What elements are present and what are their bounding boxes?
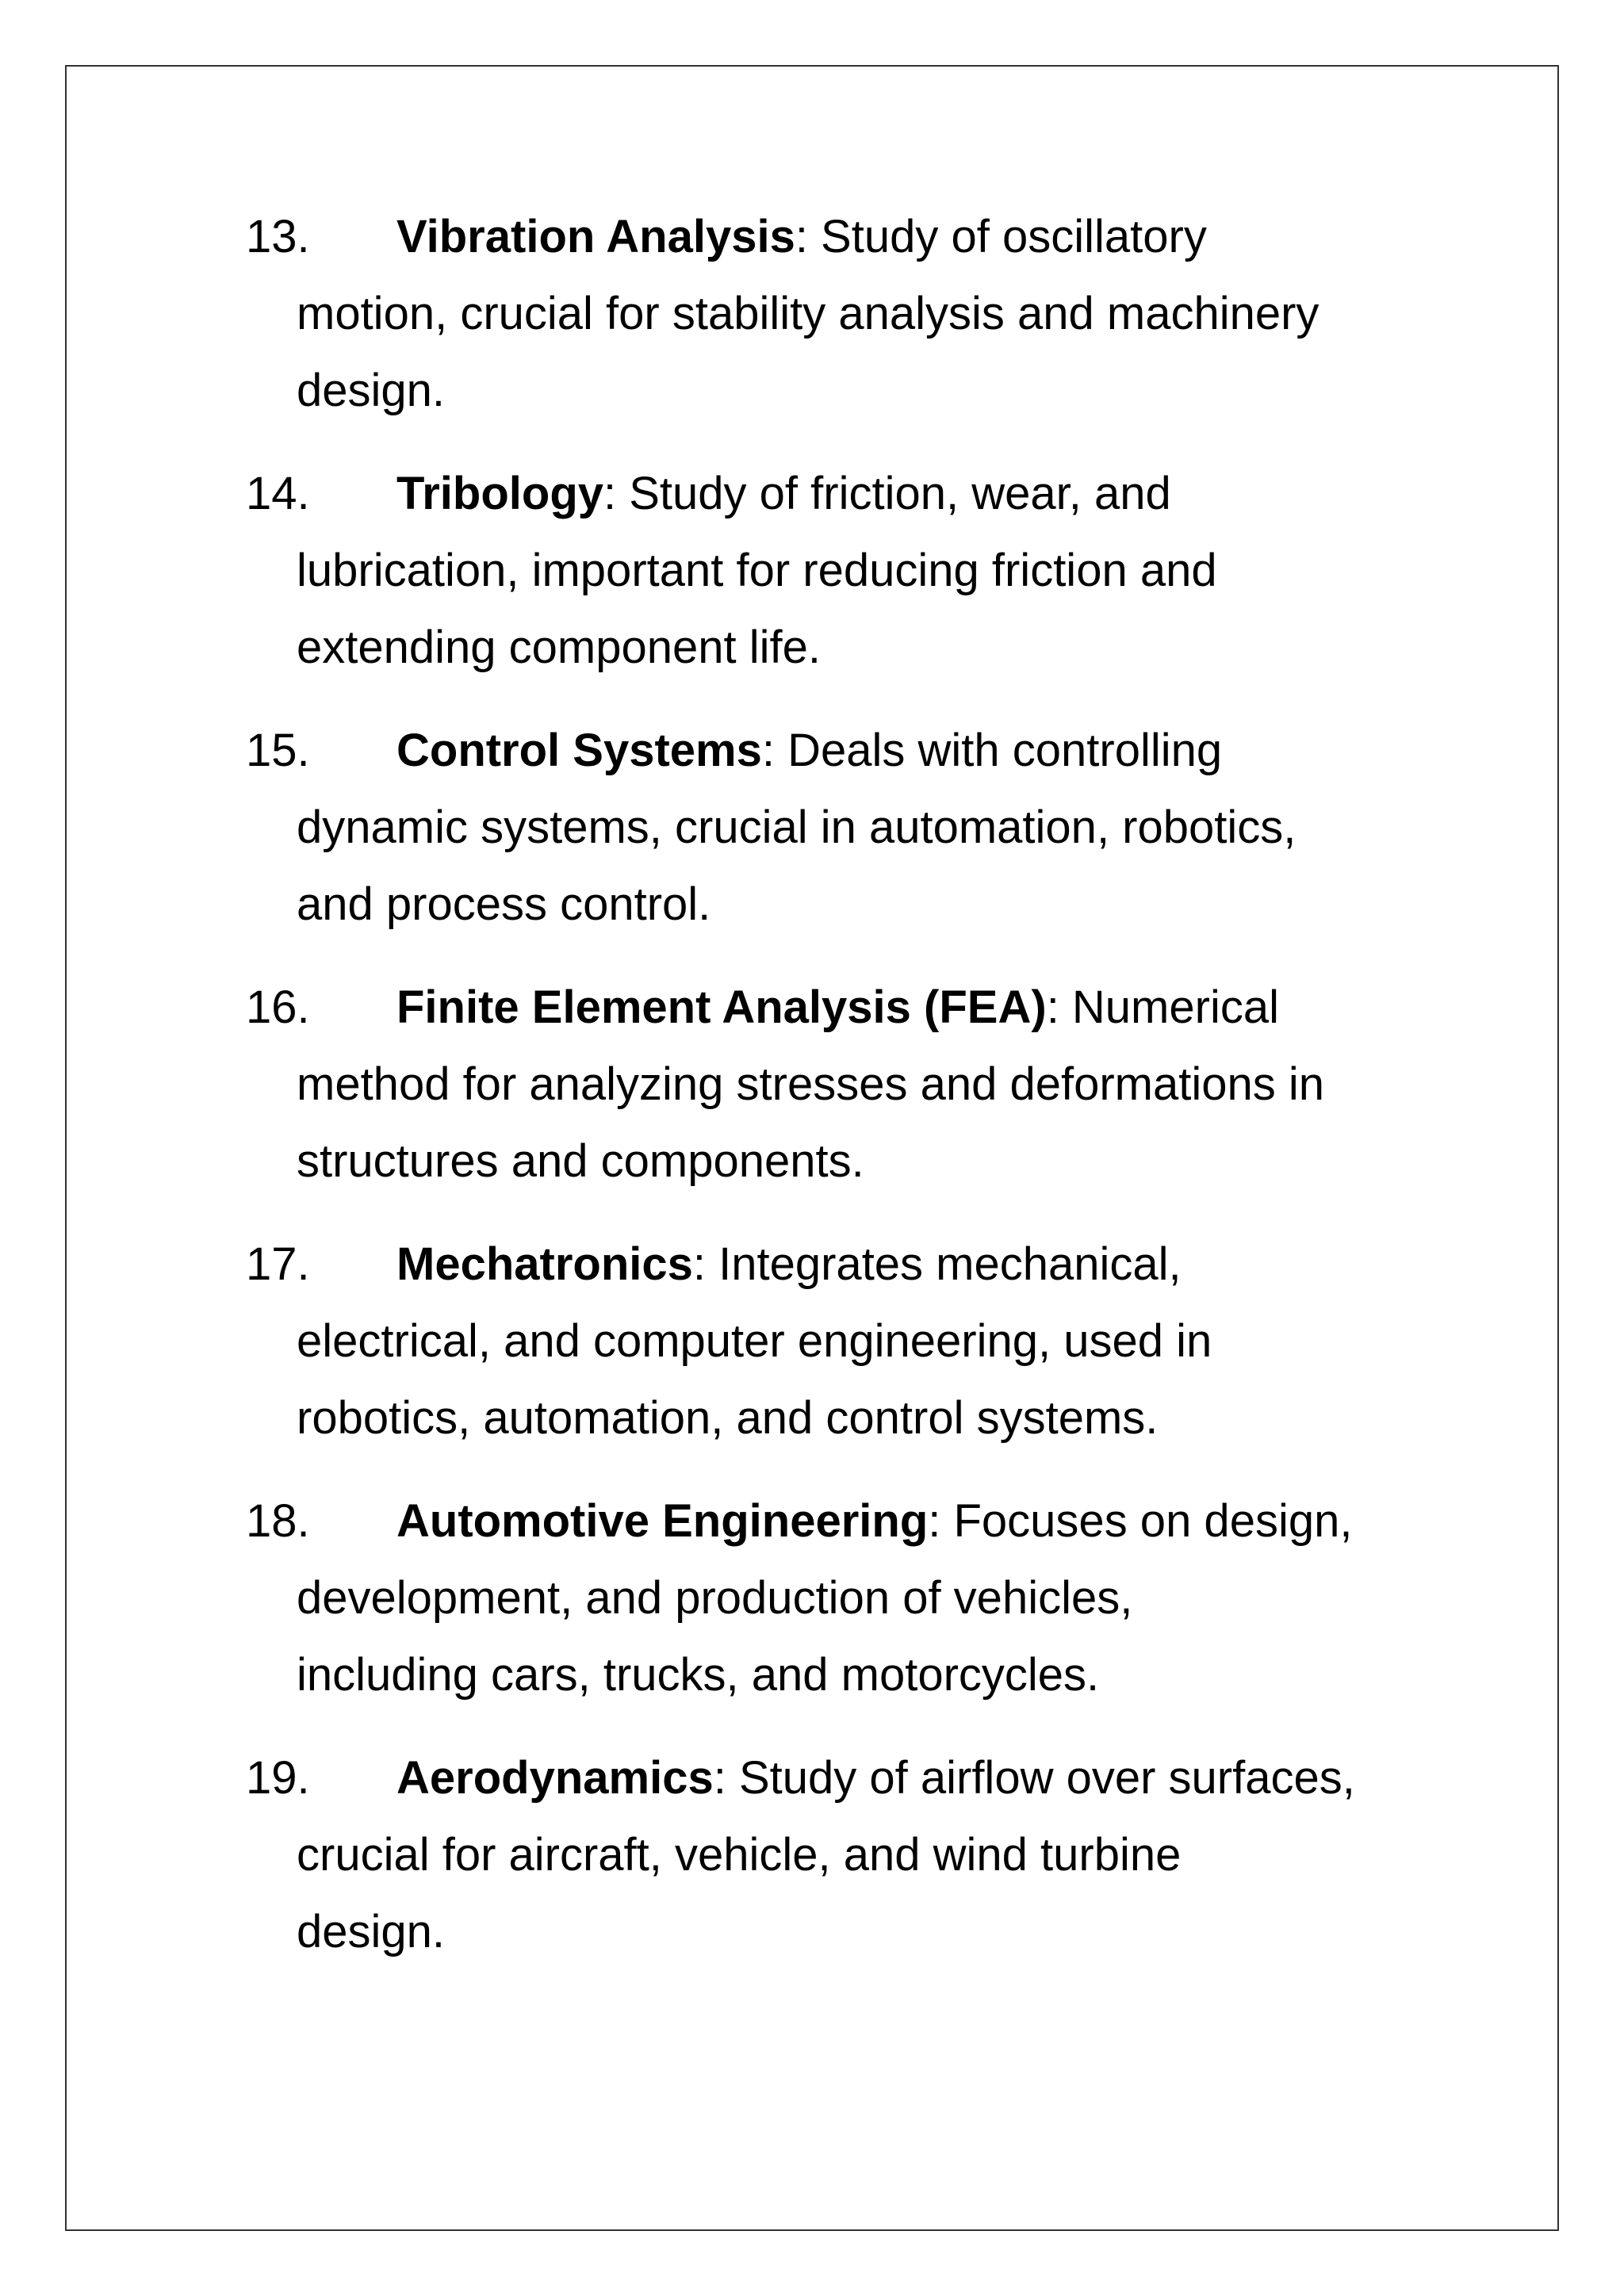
list-item <box>246 1226 1459 1456</box>
item-description: : Study of airflow over surfaces, <box>713 1752 1355 1804</box>
item-number: 19. <box>246 1752 310 1804</box>
item-continuation-line: development, and production of vehicles, <box>297 1572 1133 1624</box>
item-description: : Focuses on design, <box>928 1495 1353 1547</box>
item-continuation-line: motion, crucial for stability analysis and machinery <box>297 288 1320 339</box>
item-term: Control Systems <box>396 725 762 776</box>
item-description: : Deals with controlling <box>761 725 1223 776</box>
list-item-first-line <box>246 198 1459 275</box>
item-continuation-line: design. <box>297 1906 446 1957</box>
list-item-first-line <box>246 712 1459 789</box>
list-item <box>246 1739 1459 1970</box>
item-term: Automotive Engineering <box>396 1495 929 1547</box>
item-term: Aerodynamics <box>396 1752 714 1804</box>
item-number: 16. <box>246 982 310 1033</box>
list-item-first-line <box>246 1483 1459 1559</box>
list-item <box>246 455 1459 686</box>
item-term: Tribology <box>396 468 603 519</box>
item-continuation-line: dynamic systems, crucial in automation, robotics, <box>297 802 1297 853</box>
list-item <box>246 969 1459 1200</box>
item-number: 17. <box>246 1238 310 1290</box>
item-continuation-line: robotics, automation, and control systems. <box>297 1392 1159 1444</box>
item-term: Vibration Analysis <box>396 211 795 262</box>
item-number: 14. <box>246 468 310 519</box>
item-continuation-line: extending component life. <box>297 622 821 673</box>
item-term: Finite Element Analysis (FEA) <box>396 982 1047 1033</box>
item-description: : Integrates mechanical, <box>692 1238 1182 1290</box>
item-number: 13. <box>246 211 310 262</box>
item-number: 18. <box>246 1495 310 1547</box>
list-item <box>246 712 1459 943</box>
item-term: Mechatronics <box>396 1238 693 1290</box>
item-continuation-line: electrical, and computer engineering, used in <box>297 1315 1212 1367</box>
item-description: : Numerical <box>1046 982 1279 1033</box>
item-continuation-line: and process control. <box>297 878 711 930</box>
list-item <box>246 1483 1459 1713</box>
list-item-first-line <box>246 1226 1459 1303</box>
item-continuation-line: design. <box>297 365 446 416</box>
list-item-first-line <box>246 969 1459 1046</box>
item-continuation-line: including cars, trucks, and motorcycles. <box>297 1649 1100 1701</box>
item-continuation-line: crucial for aircraft, vehicle, and wind turbine <box>297 1829 1182 1881</box>
list-item <box>246 198 1459 429</box>
item-description: : Study of friction, wear, and <box>603 468 1171 519</box>
list-item-first-line <box>246 455 1459 532</box>
item-continuation-line: structures and components. <box>297 1135 864 1187</box>
numbered-list <box>246 198 1459 1996</box>
item-description: : Study of oscillatory <box>795 211 1207 262</box>
item-continuation-line: lubrication, important for reducing friction and <box>297 545 1217 596</box>
item-number: 15. <box>246 725 310 776</box>
item-continuation-line: method for analyzing stresses and deformations in <box>297 1058 1325 1110</box>
list-item-first-line <box>246 1739 1459 1816</box>
